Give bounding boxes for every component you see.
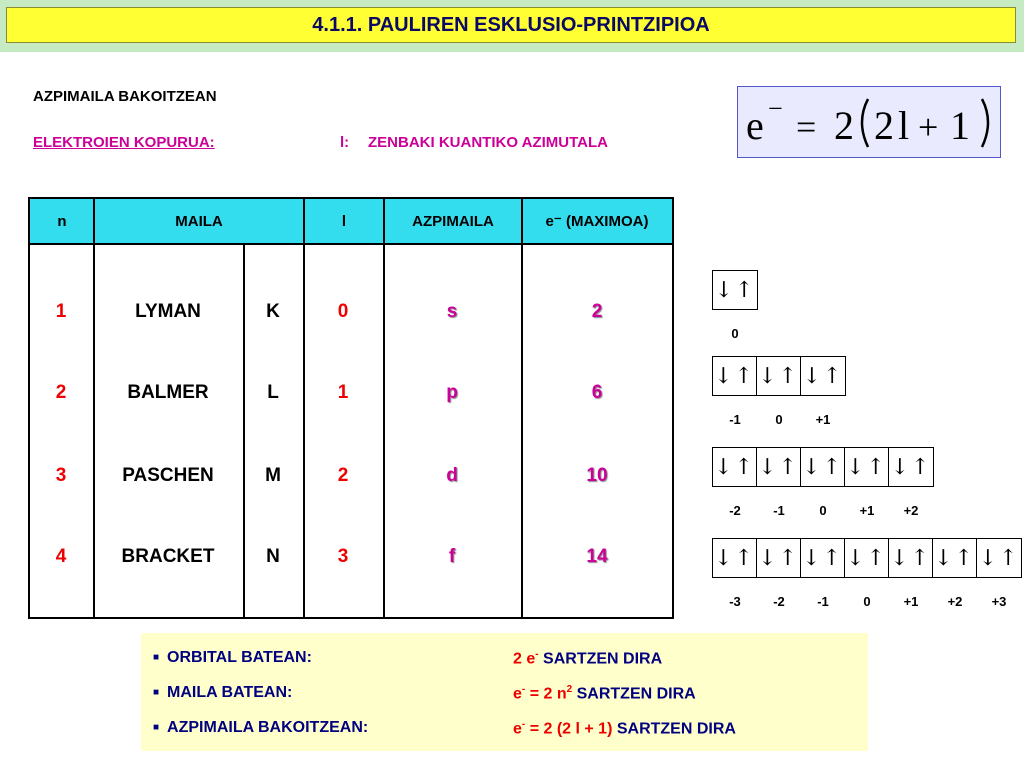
- l-label: l:: [340, 134, 350, 151]
- summary-box: [141, 633, 868, 751]
- formula-eq: =: [796, 107, 817, 147]
- ml-label: -2: [729, 503, 741, 518]
- row-3-letter: M: [265, 465, 281, 486]
- formula-coef: 2: [834, 103, 854, 148]
- formula-paren-close: [982, 99, 988, 147]
- row-1-l: 0: [337, 301, 349, 322]
- summary-value-1: 2 e- SARTZEN DIRA: [513, 649, 663, 668]
- row-4-letter: N: [266, 546, 280, 567]
- row-1-name: LYMAN: [135, 301, 201, 322]
- ml-label: +3: [991, 594, 1007, 609]
- row-3-sub: d: [446, 465, 458, 486]
- row-2-max: 6: [591, 382, 603, 403]
- orbital-box: ↓↑: [933, 539, 977, 577]
- orbital-box: ↓↑: [890, 454, 932, 480]
- row-3-max: 10: [586, 465, 608, 486]
- electron-formula: [737, 86, 1001, 158]
- row-2-letter: L: [267, 382, 279, 403]
- bullet-icon: ■: [153, 722, 160, 733]
- orbital-box: ↓↑: [802, 363, 844, 389]
- ml-label: +2: [903, 503, 919, 518]
- orbital-row-3: [712, 447, 934, 487]
- formula-var: l: [898, 103, 910, 148]
- l-description: ZENBAKI KUANTIKO AZIMUTALA: [368, 134, 608, 151]
- ml-label: -3: [729, 594, 741, 609]
- row-2-n: 2: [55, 382, 67, 403]
- orbital-row-1: [712, 270, 758, 310]
- row-1-sub: s: [446, 301, 458, 322]
- row-2-name: BALMER: [127, 382, 209, 403]
- orbital-box: ↓↑: [801, 539, 845, 577]
- formula-one: 1: [950, 103, 970, 148]
- bullet-icon: ■: [153, 687, 160, 698]
- formula-minus: −: [768, 94, 783, 123]
- ml-label: +2: [947, 594, 963, 609]
- ml-label: -1: [817, 594, 829, 609]
- ml-label: +1: [859, 503, 875, 518]
- formula-paren-open: [862, 99, 868, 147]
- header-azpimaila: AZPIMAILA: [412, 212, 494, 230]
- orbital-box: ↓↑: [889, 539, 933, 577]
- orbital-box: ↓↑: [845, 448, 889, 486]
- orbital-box: ↓↑: [801, 448, 845, 486]
- orbital-box: ↓↑: [757, 357, 801, 395]
- page-title: 4.1.1. PAULIREN ESKLUSIO-PRINTZIPIOA: [6, 7, 1016, 43]
- row-2-sub: p: [446, 382, 458, 403]
- summary-row-2: [153, 684, 292, 708]
- orbital-box: ↓↑: [714, 277, 756, 303]
- ml-label: -1: [729, 412, 741, 427]
- header-l: l: [341, 212, 347, 230]
- orbital-row-4: [712, 538, 1022, 578]
- summary-row-1: [153, 649, 312, 673]
- row-2-l: 1: [337, 382, 349, 403]
- row-3-n: 3: [55, 465, 67, 486]
- table-body: [28, 243, 674, 619]
- row-4-l: 3: [337, 546, 349, 567]
- row-4-max: 14: [586, 546, 608, 567]
- row-4-sub: f: [448, 546, 456, 567]
- shell-table: [28, 197, 674, 619]
- ml-label: 0: [863, 594, 871, 609]
- bullet-icon: ■: [153, 652, 160, 663]
- ml-label: 0: [731, 326, 739, 341]
- orbital-row-2: [712, 356, 846, 396]
- summary-row-3: [153, 719, 368, 743]
- formula-lhs: e: [746, 103, 764, 148]
- intro-line-2: ELEKTROIEN KOPURUA:: [33, 134, 215, 151]
- orbital-box: ↓↑: [757, 539, 801, 577]
- ml-label: -1: [773, 503, 785, 518]
- row-1-letter: K: [266, 301, 280, 322]
- summary-value-2: e- = 2 $n^2$ SARTZEN DIRA: [513, 684, 696, 703]
- ml-label: -2: [773, 594, 785, 609]
- orbital-box: ↓↑: [757, 448, 801, 486]
- header-emax: e⁻ (MAXIMOA): [545, 213, 649, 230]
- ml-label: +1: [903, 594, 919, 609]
- summary-label-2: MAILA BATEAN:: [167, 684, 293, 701]
- orbital-box: ↓↑: [978, 545, 1020, 571]
- orbital-box: ↓↑: [713, 357, 757, 395]
- summary-label-3: AZPIMAILA BAKOITZEAN:: [167, 719, 369, 736]
- row-4-n: 4: [55, 546, 67, 567]
- ml-label: 0: [775, 412, 783, 427]
- row-1-max: 2: [591, 301, 603, 322]
- summary-value-3: e- = 2 (2 l + 1) SARTZEN DIRA: [513, 719, 736, 738]
- ml-label: 0: [819, 503, 827, 518]
- table-header: [28, 197, 674, 245]
- formula-inner-coef: 2: [874, 103, 894, 148]
- header-maila: MAILA: [175, 212, 223, 230]
- intro-line-1: AZPIMAILA BAKOITZEAN: [33, 88, 217, 105]
- ml-label: +1: [815, 412, 831, 427]
- orbital-box: ↓↑: [713, 448, 757, 486]
- header-n: n: [57, 212, 67, 230]
- summary-label-1: ORBITAL BATEAN:: [167, 649, 312, 666]
- row-3-name: PASCHEN: [122, 465, 214, 486]
- row-1-n: 1: [55, 301, 67, 322]
- row-3-l: 2: [337, 465, 349, 486]
- orbital-box: ↓↑: [713, 539, 757, 577]
- orbital-box: ↓↑: [845, 539, 889, 577]
- row-4-name: BRACKET: [121, 546, 215, 567]
- formula-plus: +: [918, 107, 939, 147]
